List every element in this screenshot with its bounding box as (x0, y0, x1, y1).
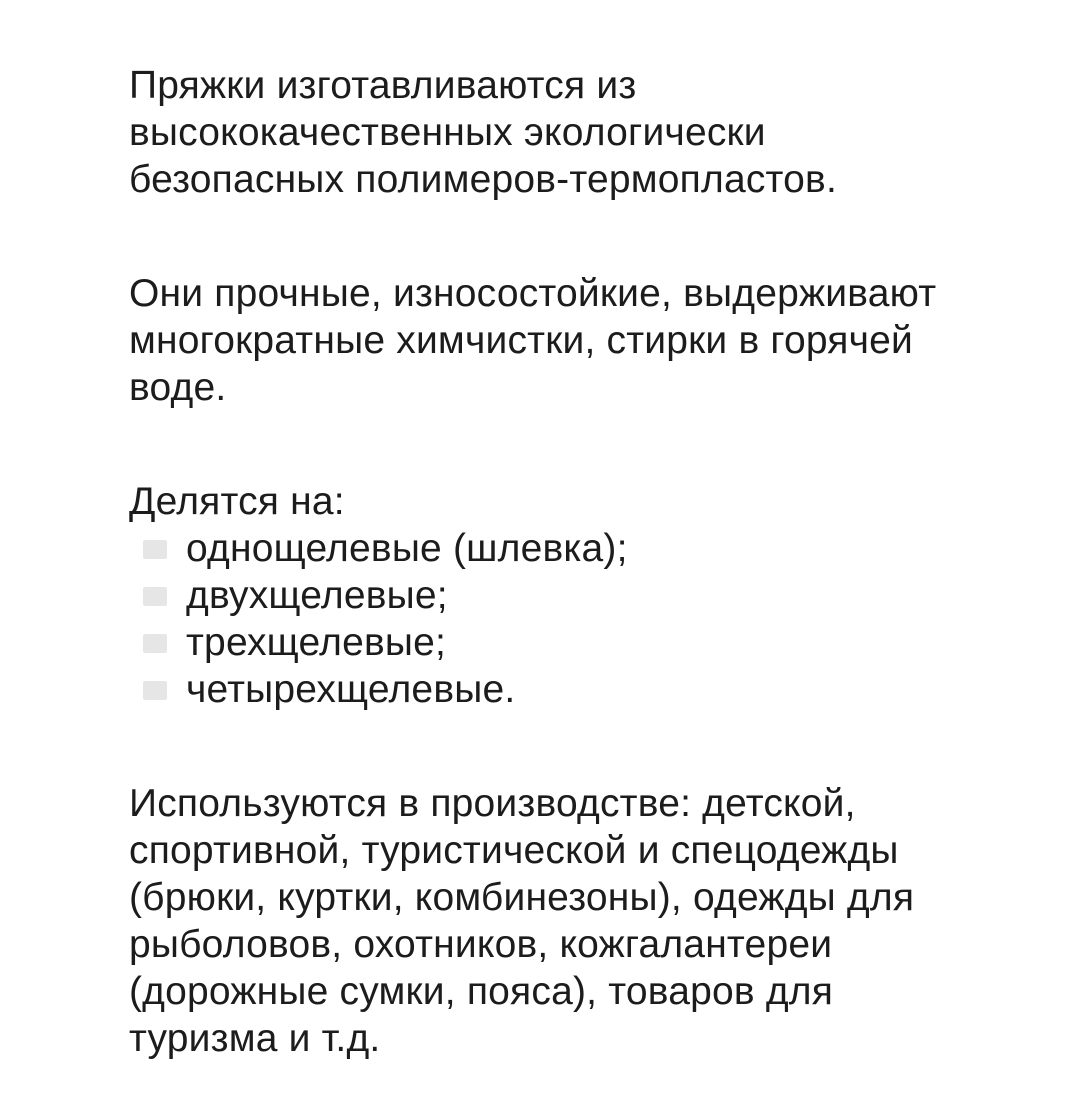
list-item (129, 572, 1049, 619)
properties-paragraph: Они прочные, износостойкие, выдерживают многократные химчистки, стирки в горячей воде. (129, 272, 937, 409)
list-item (129, 525, 1049, 572)
square-bullet-icon (143, 587, 167, 606)
types-list (129, 525, 1049, 713)
list-item-label: двухщелевые; (186, 574, 448, 617)
list-intro: Делятся на: (129, 480, 345, 523)
usage-paragraph: Используются в производстве: детской, спортивной, туристической и спецодежды (брюки, куртки, комбинезоны), одежды для рыболовов, охотников, кожгалантереи (дорожные сумки, пояса), товаров для туризма и т.д. (129, 782, 915, 1060)
square-bullet-icon (143, 681, 167, 700)
material-paragraph: Пряжки изготавливаются из высококачественных экологически безопасных полимеров-термопластов. (129, 64, 838, 201)
square-bullet-icon (143, 634, 167, 653)
document-body (129, 62, 1049, 1062)
list-item (129, 619, 1049, 666)
list-item-label: трехщелевые; (186, 621, 447, 664)
types-section (129, 478, 1049, 713)
list-item (129, 666, 1049, 713)
square-bullet-icon (143, 540, 167, 559)
list-item-label: четырехщелевые. (186, 668, 516, 711)
list-item-label: однощелевые (шлевка); (186, 527, 628, 570)
